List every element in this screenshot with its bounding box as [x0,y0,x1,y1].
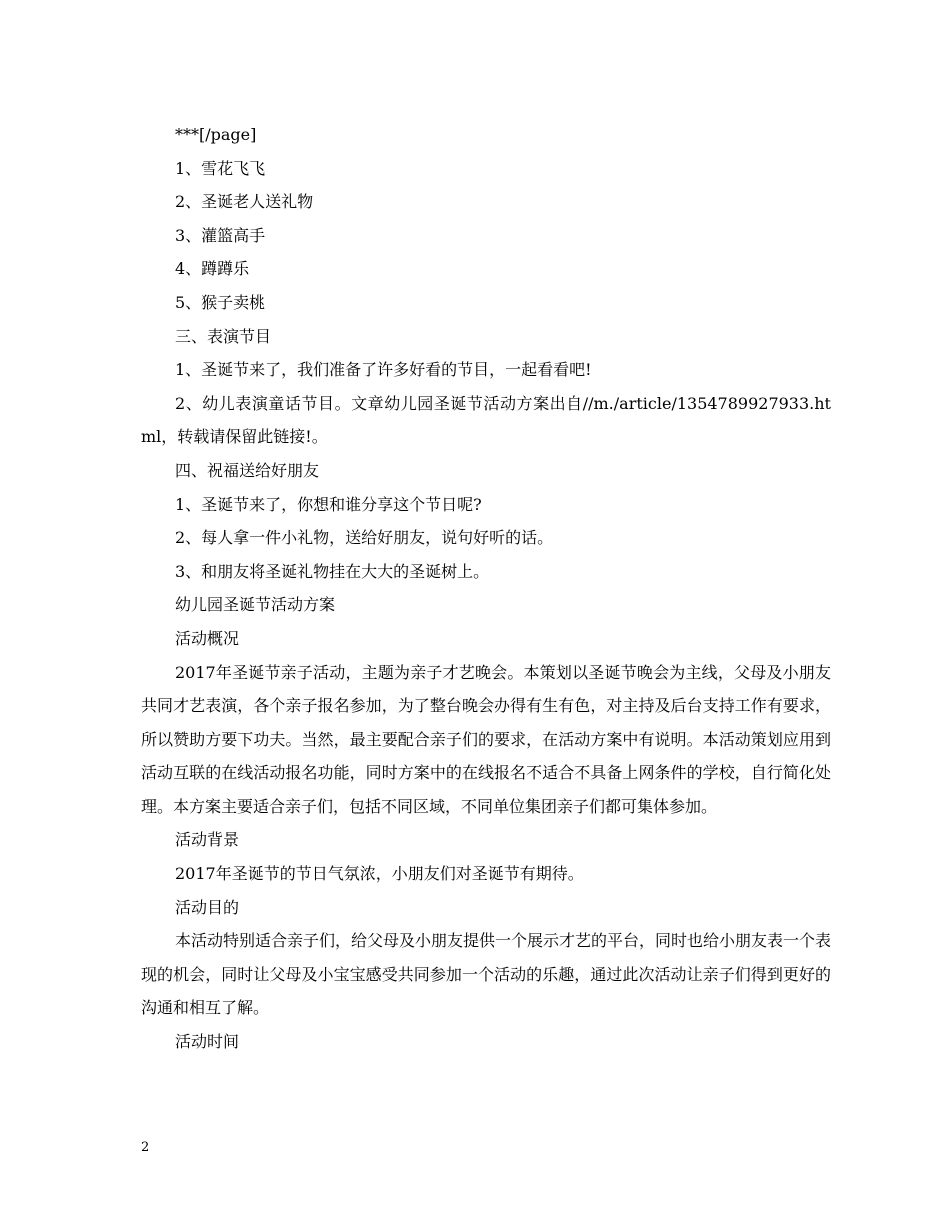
page-number: 2 [141,1140,150,1155]
list-item: 3、灌篮高手 [175,225,266,245]
section-heading: 活动背景 [175,830,240,850]
body-paragraph: 2017年圣诞节亲子活动，主题为亲子才艺晚会。本策划以圣诞节晚会为主线，父母及小朋友共同才艺表演，各个亲子报名参加，为了整台晚会办得有生有色，对主持及后台支持工作有要求，所以赞助方要下功夫。当然，最主要配合亲子们的要求，在活动方案中有说明。本活动策划应用到活动互联的在线活动报名功能，同时方案中的在线报名不适合不具备上网条件的学校，自行简化处理。本方案主要适合亲子们，包括不同区域，不同单位集团亲子们都可集体参加。 [141,662,831,816]
list-item: 5、猴子卖桃 [175,292,266,312]
list-item: 4、蹲蹲乐 [175,259,250,279]
list-item: 2、幼儿表演童话节目。文章幼儿园圣诞节活动方案出自//m./article/1354789927933.html，转载请保留此链接!。 [141,393,831,447]
section-heading: 活动概况 [175,628,240,648]
document-body [141,118,831,1059]
section-heading: 四、祝福送给好朋友 [175,460,320,480]
page-marker: ***[/page] [175,125,257,144]
section-heading: 活动目的 [175,897,240,917]
list-item: 3、和朋友将圣诞礼物挂在大大的圣诞树上。 [175,561,490,581]
body-paragraph: 本活动特别适合亲子们，给父母及小朋友提供一个展示才艺的平台，同时也给小朋友表一个表现的机会，同时让父母及小宝宝感受共同参加一个活动的乐趣，通过此次活动让亲子们得到更好的沟通和相互了解。 [141,931,832,1018]
list-item: 1、圣诞节来了，我们准备了许多好看的节目，一起看看吧! [175,360,592,380]
document-title: 幼儿园圣诞节活动方案 [175,595,336,615]
body-paragraph: 2017年圣诞节的节日气氛浓，小朋友们对圣诞节有期待。 [175,864,584,884]
list-item: 1、圣诞节来了，你想和谁分享这个节日呢? [175,494,482,514]
section-heading: 活动时间 [175,1032,240,1052]
list-item: 1、雪花飞飞 [175,158,266,178]
list-item: 2、每人拿一件小礼物，送给好朋友，说句好听的话。 [175,528,554,548]
list-item: 2、圣诞老人送礼物 [175,192,314,212]
section-heading: 三、表演节目 [175,326,272,346]
